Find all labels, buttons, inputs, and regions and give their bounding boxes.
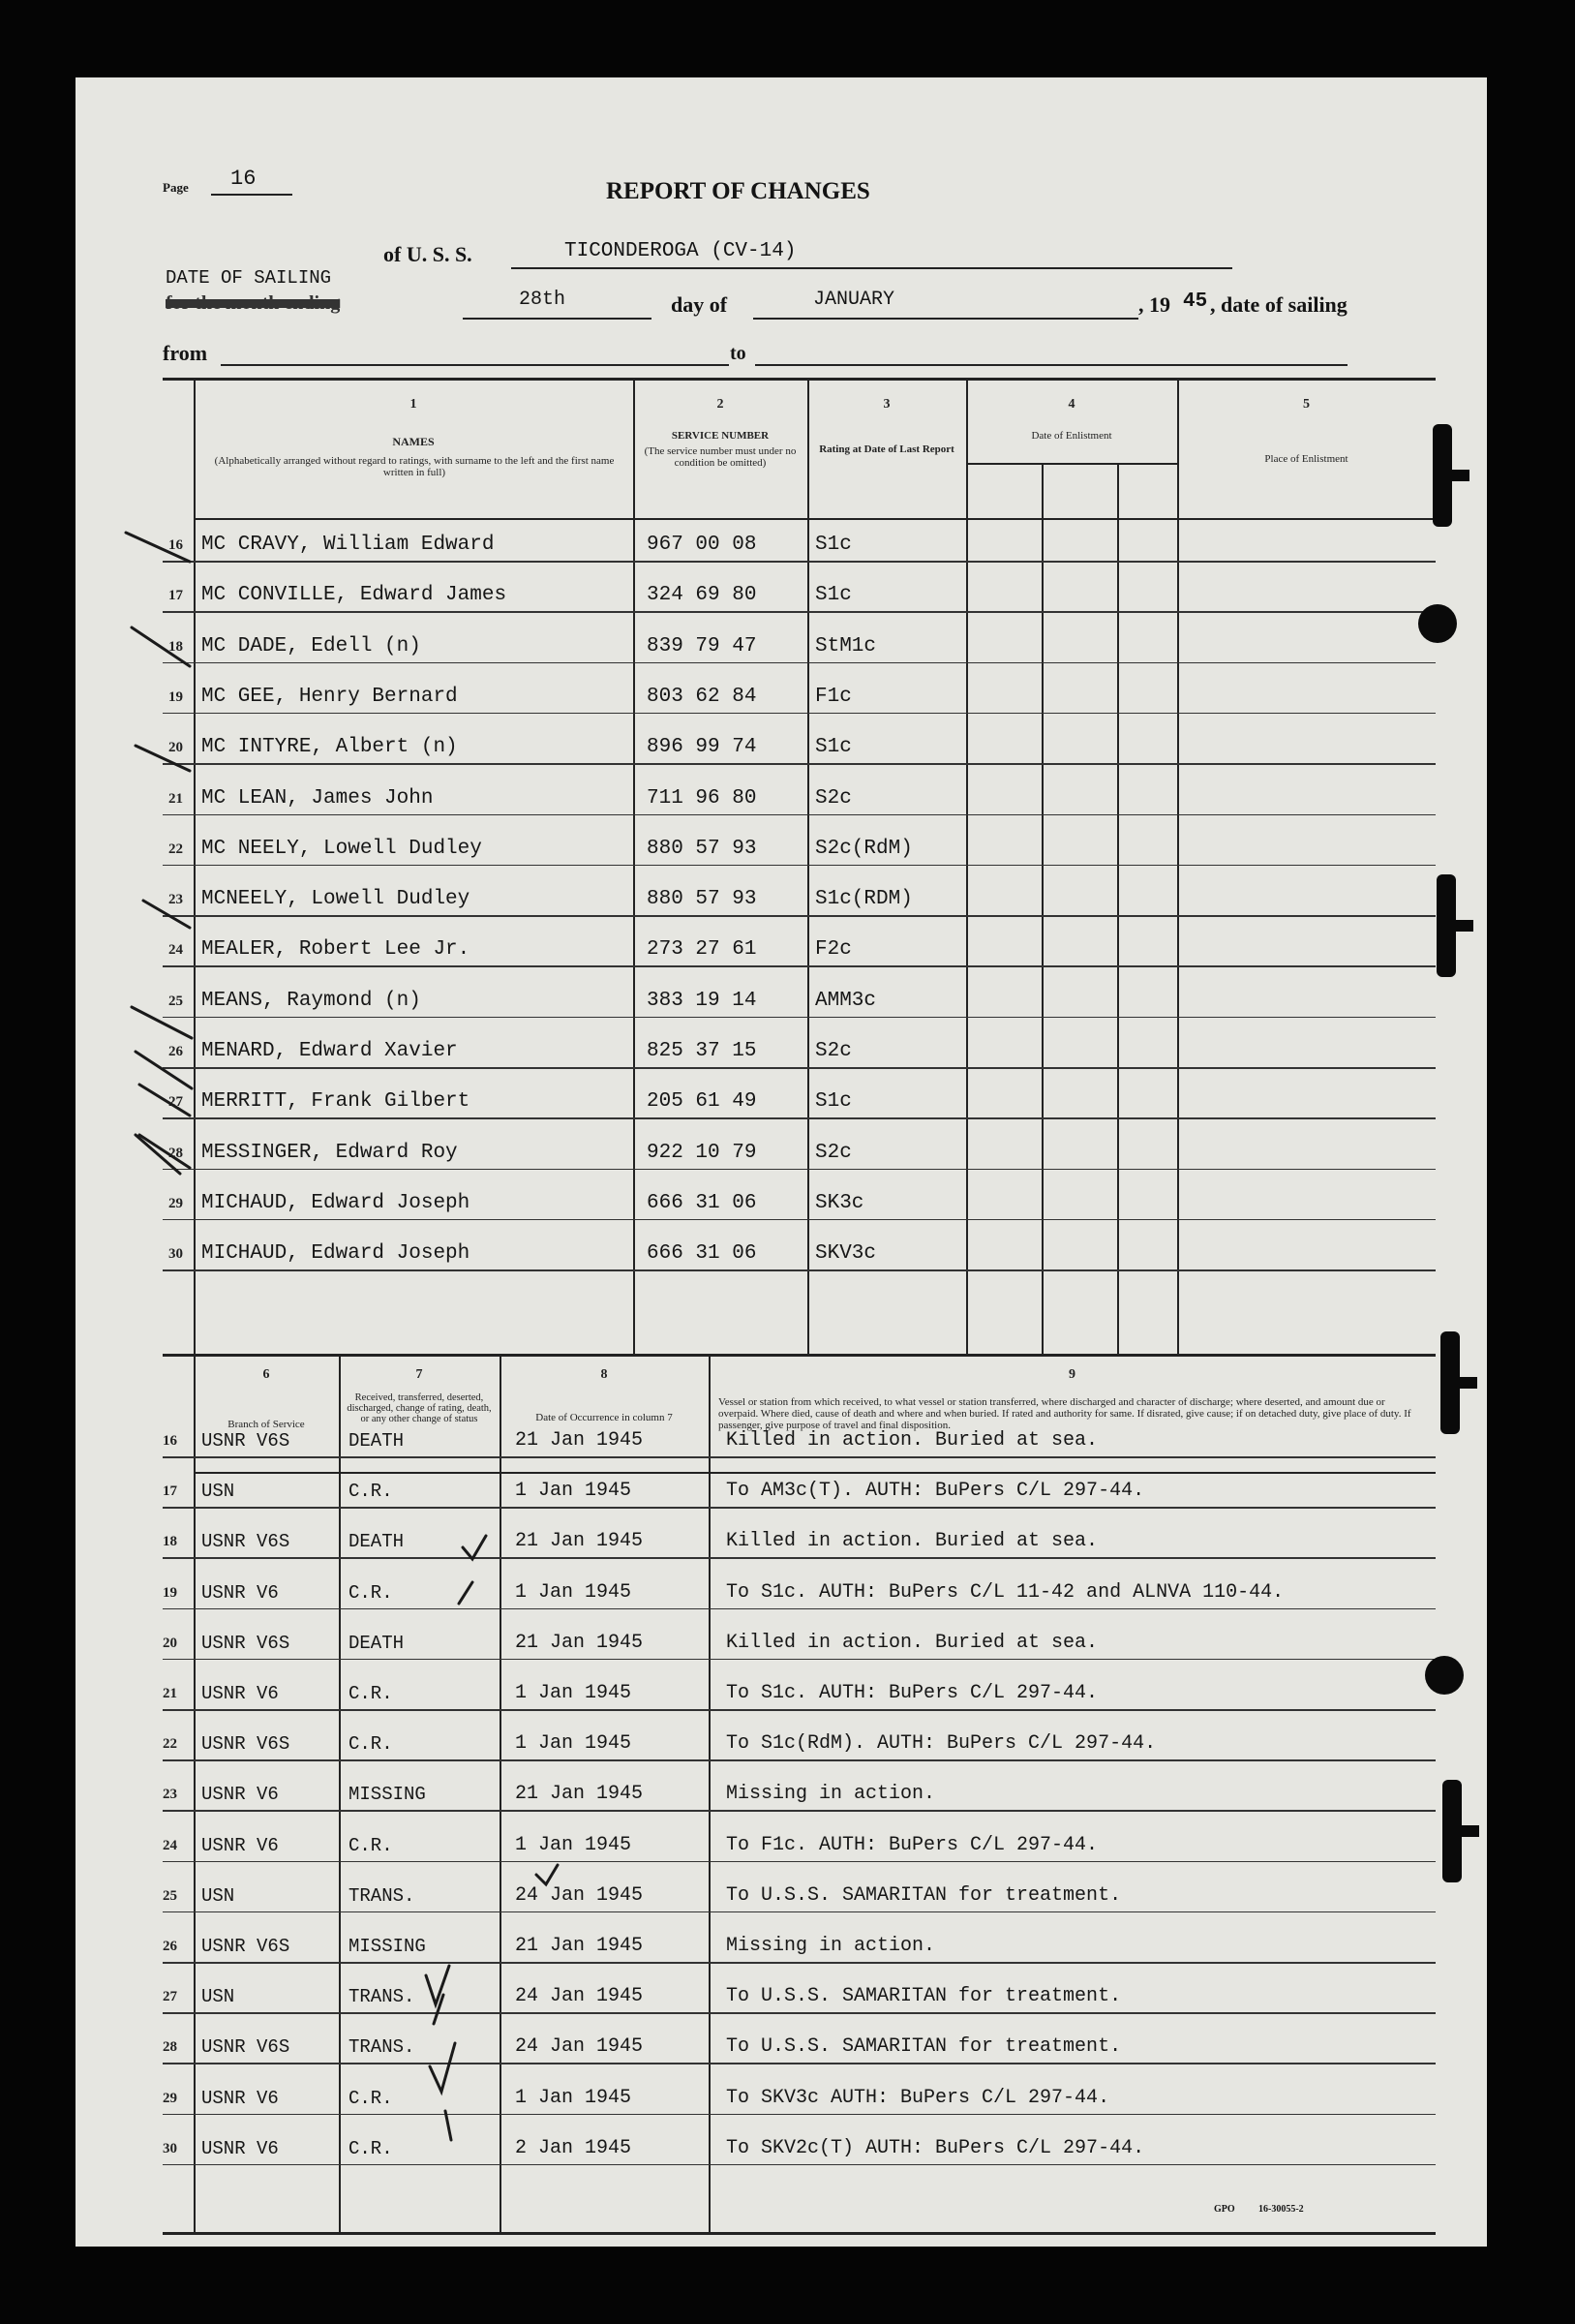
rating: AMM3c — [815, 989, 877, 1012]
col4-number: 4 — [1068, 397, 1075, 412]
branch-of-service: USNR V6S — [201, 1936, 290, 1957]
person-name: MESSINGER, Edward Roy — [201, 1141, 458, 1164]
day-value: 28th — [519, 289, 566, 311]
person-name: MC NEELY, Lowell Dudley — [201, 837, 482, 860]
line-number: 21 — [163, 1686, 177, 1701]
binder-hole-2 — [1425, 1656, 1464, 1695]
line-number: 17 — [168, 588, 183, 604]
line-number: 21 — [168, 790, 183, 807]
line-number: 23 — [163, 1787, 177, 1803]
service-number: 324 69 80 — [647, 584, 757, 607]
report-sheet — [76, 77, 1487, 2247]
rating: SKV3c — [815, 1242, 877, 1266]
person-name: MEALER, Robert Lee Jr. — [201, 938, 470, 962]
change-of-status: C.R. — [348, 1481, 393, 1503]
line-number: 16 — [163, 1433, 177, 1449]
line-number: 24 — [168, 942, 183, 959]
service-number: 880 57 93 — [647, 837, 757, 860]
line-number: 30 — [163, 2140, 177, 2156]
rating: S2c(RdM) — [815, 837, 913, 860]
occurrence-date: 24 Jan 1945 — [515, 1883, 644, 1907]
remarks: Killed in action. Buried at sea. — [726, 1530, 1099, 1553]
rating: S1c — [815, 534, 852, 556]
remarks: Killed in action. Buried at sea. — [726, 1631, 1099, 1654]
service-number: 803 62 84 — [647, 685, 757, 708]
year-prefix: , 19 — [1138, 292, 1170, 317]
service-number: 711 96 80 — [647, 786, 757, 810]
line-number: 30 — [168, 1246, 183, 1263]
line-number: 24 — [163, 1837, 177, 1853]
remarks: Missing in action. — [726, 1783, 936, 1806]
change-of-status: MISSING — [348, 1784, 426, 1806]
col3-number: 3 — [883, 397, 891, 412]
date-of-sailing-typed: DATE OF SAILING — [166, 267, 332, 289]
occurrence-date: 1 Jan 1945 — [515, 1580, 632, 1604]
service-number: 205 61 49 — [647, 1090, 757, 1114]
person-name: MC CRAVY, William Edward — [201, 534, 495, 556]
rating: S1c — [815, 1090, 852, 1114]
occurrence-date: 1 Jan 1945 — [515, 2086, 632, 2109]
occurrence-date: 21 Jan 1945 — [515, 1783, 644, 1806]
remarks: To U.S.S. SAMARITAN for treatment. — [726, 1985, 1122, 2008]
rating: S2c — [815, 1040, 852, 1062]
person-name: MERRITT, Frank Gilbert — [201, 1090, 470, 1114]
change-of-status: DEATH — [348, 1531, 405, 1553]
person-name: MC CONVILLE, Edward James — [201, 584, 507, 607]
line-number: 29 — [163, 2090, 177, 2106]
line-number: 22 — [163, 1736, 177, 1753]
change-of-status: C.R. — [348, 1581, 393, 1604]
service-number: 273 27 61 — [647, 938, 757, 962]
person-name: MC LEAN, James John — [201, 786, 434, 810]
occurrence-date: 21 Jan 1945 — [515, 1935, 644, 1957]
change-of-status: MISSING — [348, 1936, 426, 1957]
binder-hole-1 — [1418, 604, 1457, 643]
occurrence-date: 1 Jan 1945 — [515, 1732, 632, 1756]
page-label: Page — [163, 180, 189, 195]
line-number: 23 — [168, 892, 183, 908]
line-number: 26 — [163, 1939, 177, 1954]
line-number: 17 — [163, 1483, 177, 1500]
occurrence-date: 24 Jan 1945 — [515, 2035, 644, 2059]
col1-subtitle: (Alphabetically arranged without regard to ratings, with surname to the left and the first name written in full) — [214, 455, 615, 478]
branch-of-service: USNR V6 — [201, 2137, 279, 2159]
line-number: 27 — [168, 1094, 183, 1111]
change-of-status: C.R. — [348, 2087, 393, 2109]
binder-tab-arm-3 — [1440, 1377, 1477, 1389]
branch-of-service: USNR V6 — [201, 1834, 279, 1856]
occurrence-date: 2 Jan 1945 — [515, 2136, 632, 2159]
service-number: 922 10 79 — [647, 1141, 757, 1164]
branch-of-service: USNR V6S — [201, 1632, 290, 1654]
occurrence-date: 21 Jan 1945 — [515, 1631, 644, 1654]
gpo-label: GPO — [1214, 2204, 1235, 2215]
page-number: 16 — [230, 167, 257, 191]
branch-of-service: USNR V6S — [201, 2036, 290, 2059]
col6-number: 6 — [262, 1367, 270, 1382]
remarks: To F1c. AUTH: BuPers C/L 297-44. — [726, 1833, 1099, 1856]
person-name: MC GEE, Henry Bernard — [201, 685, 458, 708]
col9-number: 9 — [1069, 1367, 1075, 1382]
line-number: 25 — [163, 1887, 177, 1904]
col5-title: Place of Enlistment — [1264, 453, 1348, 465]
line-number: 22 — [168, 841, 183, 857]
uss-label: of U. S. S. — [383, 242, 472, 266]
pencil-marks — [76, 77, 1487, 2247]
rating: S1c — [815, 584, 852, 607]
col2-number: 2 — [716, 397, 724, 412]
line-number: 28 — [163, 2039, 177, 2056]
remarks: Missing in action. — [726, 1935, 936, 1957]
branch-of-service: USN — [201, 1884, 235, 1907]
rating: S2c — [815, 786, 852, 810]
person-name: MC INTYRE, Albert (n) — [201, 736, 458, 759]
date-of-sailing-label: , date of sailing — [1210, 292, 1348, 317]
struck-month-ending: for the month ending — [166, 292, 341, 314]
service-number: 839 79 47 — [647, 634, 757, 657]
form-number: 16-30055-2 — [1258, 2204, 1304, 2215]
remarks: To SKV3c AUTH: BuPers C/L 297-44. — [726, 2086, 1110, 2109]
person-name: MICHAUD, Edward Joseph — [201, 1242, 470, 1266]
binder-tab-arm-2 — [1437, 920, 1473, 932]
change-of-status: TRANS. — [348, 1986, 415, 2008]
col7-title: Received, transferred, deserted, discharged, change of rating, death, or any other change of status — [347, 1392, 492, 1424]
change-of-status: DEATH — [348, 1632, 405, 1654]
col9-title: Vessel or station from which received, to what vessel or station transferred, where discharged and character of discharge; where deserted, and amount due or overpaid. Where died, cause of death and where and when buried. If rated and authority for same. If disrated, give cause; if on detached duty, give place of duty. If passenger, give purpose of travel and final disposition. — [718, 1396, 1411, 1431]
branch-of-service: USNR V6S — [201, 1430, 290, 1452]
change-of-status: TRANS. — [348, 2036, 415, 2059]
branch-of-service: USNR V6 — [201, 1784, 279, 1806]
rating: S1c — [815, 736, 852, 759]
occurrence-date: 1 Jan 1945 — [515, 1833, 632, 1856]
col8-number: 8 — [600, 1367, 608, 1382]
line-number: 25 — [168, 993, 183, 1009]
occurrence-date: 1 Jan 1945 — [515, 1682, 632, 1704]
col2-subtitle: (The service number must under no condition be omitted) — [644, 445, 797, 469]
month-value: JANUARY — [813, 289, 895, 311]
year-value: 45 — [1183, 290, 1208, 313]
change-of-status: C.R. — [348, 2137, 393, 2159]
binder-tab-arm-4 — [1442, 1825, 1479, 1837]
service-number: 967 00 08 — [647, 534, 757, 556]
line-number: 27 — [163, 1989, 177, 2005]
from-label: from — [163, 341, 208, 365]
line-number: 28 — [168, 1145, 183, 1161]
service-number: 666 31 06 — [647, 1242, 757, 1266]
line-number: 26 — [168, 1044, 183, 1059]
col2-title: SERVICE NUMBER — [671, 430, 770, 442]
col4-title: Date of Enlistment — [1031, 430, 1112, 442]
change-of-status: C.R. — [348, 1733, 393, 1756]
line-number: 18 — [163, 1534, 177, 1550]
remarks: To SKV2c(T) AUTH: BuPers C/L 297-44. — [726, 2136, 1145, 2159]
line-number: 20 — [163, 1635, 177, 1651]
page-title: REPORT OF CHANGES — [606, 178, 870, 204]
occurrence-date: 24 Jan 1945 — [515, 1985, 644, 2008]
change-of-status: C.R. — [348, 1683, 393, 1704]
remarks: To U.S.S. SAMARITAN for treatment. — [726, 2035, 1122, 2059]
remarks: Killed in action. Buried at sea. — [726, 1429, 1099, 1452]
remarks: To S1c(RdM). AUTH: BuPers C/L 297-44. — [726, 1732, 1157, 1756]
branch-of-service: USNR V6 — [201, 2087, 279, 2109]
occurrence-date: 21 Jan 1945 — [515, 1530, 644, 1553]
col3-title: Rating at Date of Last Report — [819, 443, 954, 455]
ship-name: TICONDEROGA (CV-14) — [564, 240, 797, 262]
remarks: To U.S.S. SAMARITAN for treatment. — [726, 1883, 1122, 1907]
rating: SK3c — [815, 1191, 864, 1214]
branch-of-service: USN — [201, 1481, 235, 1503]
occurrence-date: 21 Jan 1945 — [515, 1429, 644, 1452]
service-number: 825 37 15 — [647, 1040, 757, 1062]
remarks: To S1c. AUTH: BuPers C/L 11-42 and ALNVA 110-44. — [726, 1580, 1285, 1604]
person-name: MENARD, Edward Xavier — [201, 1040, 458, 1062]
rating: F2c — [815, 938, 852, 962]
rating: S2c — [815, 1141, 852, 1164]
branch-of-service: USNR V6 — [201, 1581, 279, 1604]
service-number: 896 99 74 — [647, 736, 757, 759]
person-name: MCNEELY, Lowell Dudley — [201, 888, 470, 911]
col1-number: 1 — [409, 397, 417, 412]
line-number: 19 — [168, 688, 183, 705]
line-number: 16 — [168, 537, 183, 553]
service-number: 880 57 93 — [647, 888, 757, 911]
rating: F1c — [815, 685, 852, 708]
service-number: 383 19 14 — [647, 989, 757, 1012]
person-name: MICHAUD, Edward Joseph — [201, 1191, 470, 1214]
col5-number: 5 — [1303, 397, 1310, 412]
branch-of-service: USNR V6S — [201, 1733, 290, 1756]
col6-title: Branch of Service — [227, 1419, 305, 1430]
change-of-status: TRANS. — [348, 1884, 415, 1907]
occurrence-date: 1 Jan 1945 — [515, 1480, 632, 1503]
col7-number: 7 — [415, 1367, 423, 1382]
service-number: 666 31 06 — [647, 1191, 757, 1214]
line-number: 18 — [168, 638, 183, 655]
to-label: to — [730, 343, 746, 364]
line-number: 19 — [163, 1584, 177, 1601]
branch-of-service: USNR V6 — [201, 1683, 279, 1704]
line-number: 20 — [168, 740, 183, 756]
day-of-label: day of — [671, 292, 728, 317]
change-of-status: DEATH — [348, 1430, 405, 1452]
branch-of-service: USNR V6S — [201, 1531, 290, 1553]
col1-title: NAMES — [392, 435, 435, 448]
line-number: 29 — [168, 1195, 183, 1211]
col8-title: Date of Occurrence in column 7 — [535, 1412, 673, 1423]
person-name: MEANS, Raymond (n) — [201, 989, 421, 1012]
change-of-status: C.R. — [348, 1834, 393, 1856]
remarks: To S1c. AUTH: BuPers C/L 297-44. — [726, 1682, 1099, 1704]
branch-of-service: USN — [201, 1986, 235, 2008]
person-name: MC DADE, Edell (n) — [201, 634, 421, 657]
remarks: To AM3c(T). AUTH: BuPers C/L 297-44. — [726, 1480, 1145, 1503]
binder-tab-arm-1 — [1433, 470, 1469, 481]
rating: S1c(RDM) — [815, 888, 913, 911]
rating: StM1c — [815, 634, 877, 657]
